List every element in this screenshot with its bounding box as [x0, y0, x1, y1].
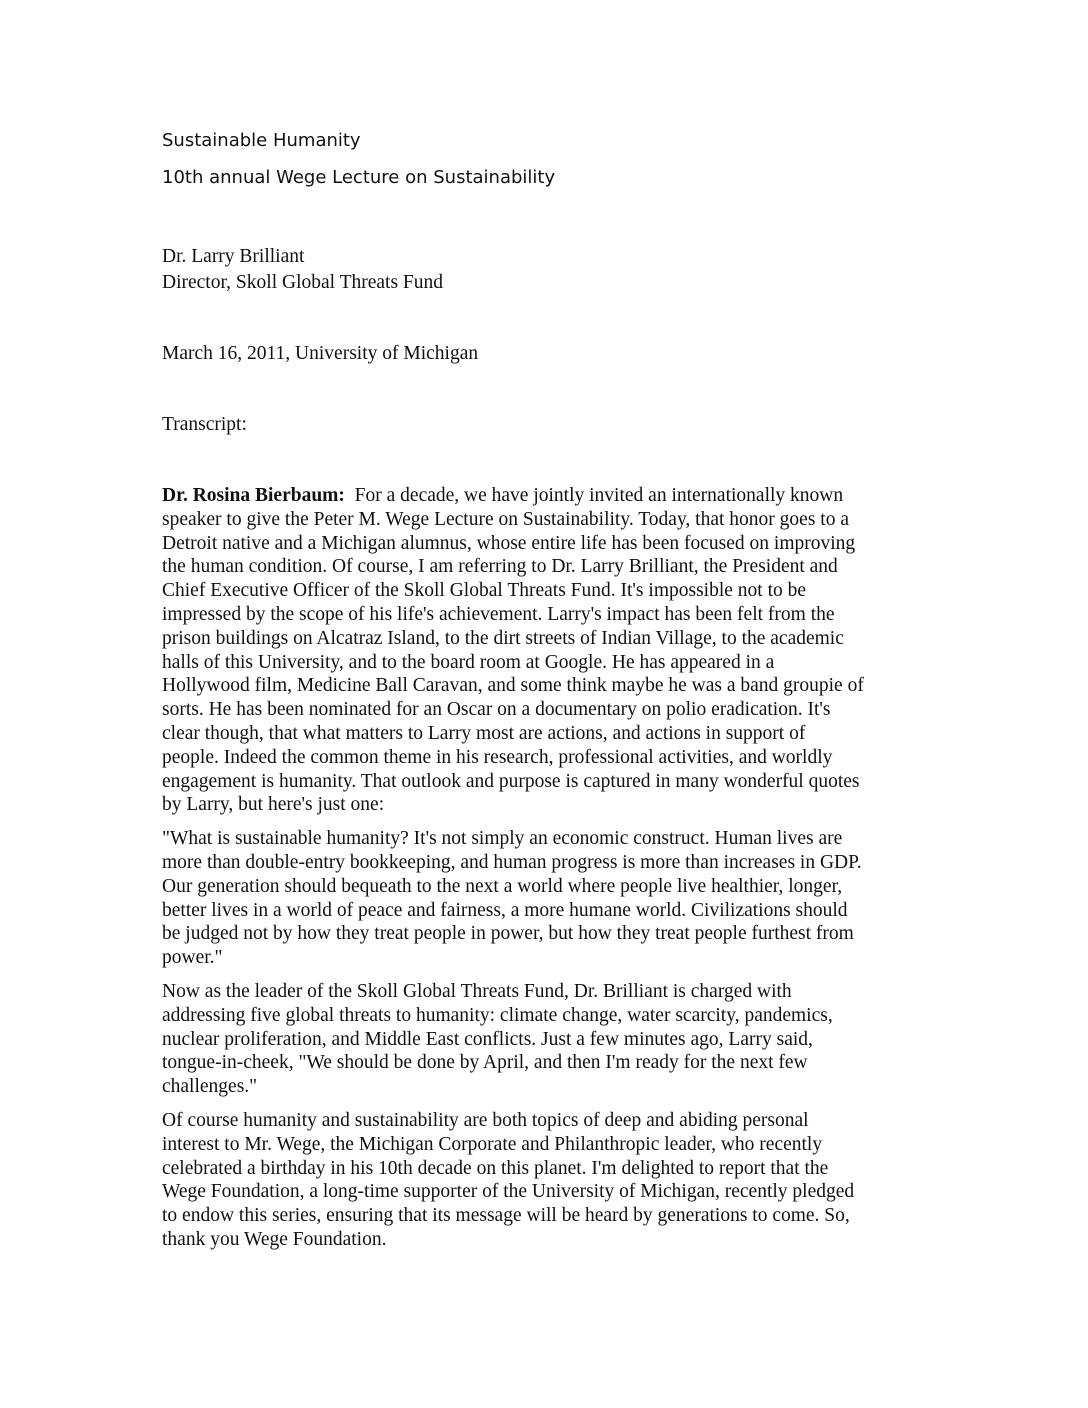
text-line: celebrated a birthday in his 10th decade on this planet. I'm delighted to report that the — [162, 1157, 829, 1179]
text-line: power." — [162, 947, 223, 969]
text-line: Our generation should bequeath to the next a world where people live healthier, longer, — [162, 875, 843, 897]
text-line: addressing five global threats to humanity: climate change, water scarcity, pandemics, — [162, 1004, 833, 1026]
text-line: better lives in a world of peace and fairness, a more humane world. Civilizations should — [162, 899, 848, 921]
text-line: sorts. He has been nominated for an Oscar on a documentary on polio eradication. It's — [162, 699, 831, 721]
text-line: tongue-in-cheek, "We should be done by April, and then I'm ready for the next few — [162, 1052, 808, 1074]
transcript-paragraph-1 — [162, 484, 932, 817]
text-line: thank you Wege Foundation. — [162, 1228, 387, 1250]
text-line: engagement is humanity. That outlook and purpose is captured in many wonderful quotes — [162, 770, 860, 792]
document-subtitle: 10th annual Wege Lecture on Sustainability — [162, 167, 556, 188]
text-line: speaker to give the Peter M. Wege Lecture on Sustainability. Today, that honor goes to a — [162, 508, 849, 530]
paragraph-speaker: Dr. Rosina Bierbaum: — [162, 485, 345, 506]
text-line: halls of this University, and to the board room at Google. He has appeared in a — [162, 651, 775, 673]
document-title: Sustainable Humanity — [162, 130, 361, 151]
text-line: by Larry, but here's just one: — [162, 794, 385, 816]
text-line: impressed by the scope of his life's achievement. Larry's impact has been felt from the — [162, 603, 835, 625]
text-line: more than double-entry bookkeeping, and human progress is more than increases in GDP. — [162, 851, 862, 873]
text-line: prison buildings on Alcatraz Island, to the dirt streets of Indian Village, to the academic — [162, 627, 844, 649]
text-line: Now as the leader of the Skoll Global Threats Fund, Dr. Brilliant is charged with — [162, 980, 792, 1002]
text-line: Wege Foundation, a long-time supporter of the University of Michigan, recently pledged — [162, 1181, 855, 1203]
text-line: people. Indeed the common theme in his research, professional activities, and worldly — [162, 746, 833, 768]
speaker-role: Director, Skoll Global Threats Fund — [162, 272, 444, 293]
text-line: For a decade, we have jointly invited an internationally known — [354, 485, 844, 506]
text-line: be judged not by how they treat people in power, but how they treat people furthest from — [162, 923, 854, 945]
text-line: nuclear proliferation, and Middle East conflicts. Just a few minutes ago, Larry said, — [162, 1028, 813, 1050]
text-line: to endow this series, ensuring that its message will be heard by generations to come. So, — [162, 1205, 850, 1227]
text-line: Of course humanity and sustainability are both topics of deep and abiding personal — [162, 1109, 809, 1131]
text-line: Chief Executive Officer of the Skoll Global Threats Fund. It's impossible not to be — [162, 580, 807, 602]
text-line: Hollywood film, Medicine Ball Caravan, and some think maybe he was a band groupie of — [162, 675, 864, 697]
speaker-name: Dr. Larry Brilliant — [162, 246, 305, 267]
event-date-location: March 16, 2011, University of Michigan — [162, 343, 479, 364]
text-line: Detroit native and a Michigan alumnus, whose entire life has been focused on improving — [162, 532, 856, 554]
transcript-paragraph-3 — [162, 980, 932, 1099]
transcript-label: Transcript: — [162, 414, 247, 435]
text-line: interest to Mr. Wege, the Michigan Corporate and Philanthropic leader, who recently — [162, 1133, 823, 1155]
text-line: clear though, that what matters to Larry most are actions, and actions in support of — [162, 722, 806, 744]
text-line: challenges." — [162, 1076, 258, 1098]
text-line: the human condition. Of course, I am referring to Dr. Larry Brilliant, the President and — [162, 556, 838, 578]
transcript-paragraph-4 — [162, 1109, 932, 1252]
transcript-paragraph-2 — [162, 827, 932, 970]
text-line: "What is sustainable humanity? It's not simply an economic construct. Human lives are — [162, 828, 843, 850]
transcript-body — [162, 484, 932, 1262]
